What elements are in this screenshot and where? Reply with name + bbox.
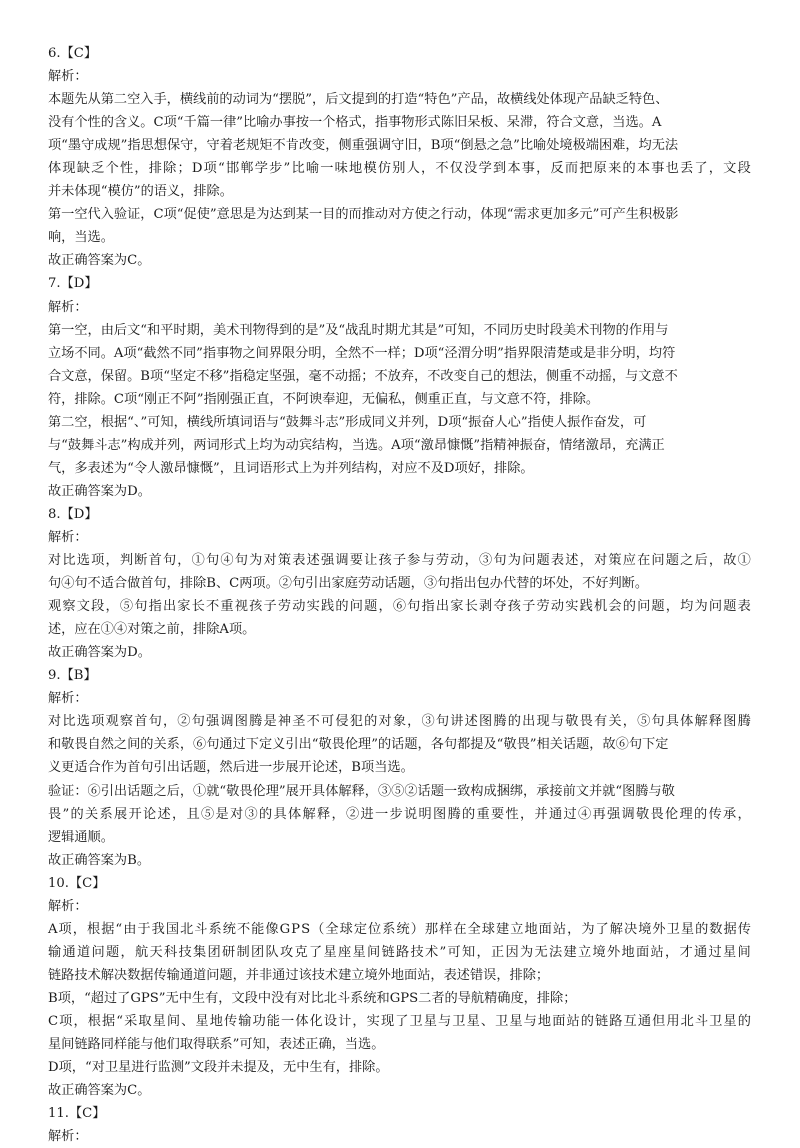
text-line: 输通道问题，航天科技集团研制团队攻克了星座星间链路技术”可知，正因为无法建立境外地面站，才通过星间: [48, 944, 752, 960]
text-line: 第一空，由后文“和平时期，美术刊物得到的是”及“战乱时期尤其是”可知，不同历史时段美术刊物的作用与: [48, 322, 669, 338]
text-line: 并未体现“模仿”的语义，排除。: [48, 184, 233, 200]
text-line: 故正确答案为D。: [48, 645, 151, 661]
text-line: 句④句不适合做首句，排除B、C两项。②句引出家庭劳动话题，③句指出包办代替的坏处，不好判断。: [48, 576, 649, 592]
text-line: 第二空，根据“、”可知，横线所填词语与“鼓舞斗志”形成同义并列，D项“振奋人心”指使人振作奋发，可: [48, 414, 647, 430]
text-line: 8.【D】: [48, 506, 98, 522]
text-line: 对比选项观察首句，②句强调图腾是神圣不可侵犯的对象，③句讲述图腾的出现与敬畏有关，⑤句具体解释图腾: [48, 714, 753, 730]
text-line: 和敬畏自然之间的关系，⑥句通过下定义引出“敬畏伦理”的话题，各句都提及“敬畏”相关话题，故⑥句下定: [48, 737, 669, 753]
text-line: 符，排除。C项“刚正不阿”指刚强正直，不阿谀奉迎，无偏私，侧重正直，与文意不符，排除。: [48, 391, 600, 407]
text-line: D项，“对卫星进行监测”文段并未提及，无中生有，排除。: [48, 1060, 389, 1076]
text-line: 11.【C】: [48, 1106, 106, 1122]
text-line: 气，多表述为“令人激昂慷慨”，且词语形式上为并列结构，对应不及D项好，排除。: [48, 460, 534, 476]
text-line: 故正确答案为C。: [48, 253, 151, 269]
text-line: 体现缺乏个性，排除；D项“邯郸学步”比喻一味地模仿别人，不仅没学到本事，反而把原来的本事也丢了，文段: [48, 161, 752, 177]
text-line: 观察文段，⑤句指出家长不重视孩子劳动实践的问题，⑥句指出家长剥夺孩子劳动实践机会的问题，均为问题表: [48, 599, 753, 615]
text-line: 第一空代入验证，C项“促使”意思是为达到某一目的而推动对方使之行动，体现“需求更加多元”可产生积极影: [48, 207, 679, 223]
text-line: 义更适合作为首句引出话题，然后进一步展开论述，B项当选。: [48, 760, 414, 776]
text-line: 畏”的关系展开论述，且⑤是对③的具体解释，②进一步说明图腾的重要性，并通过④再强调敬畏伦理的传承，: [48, 806, 752, 822]
text-line: 6.【C】: [48, 46, 98, 61]
text-line: 解析：: [48, 69, 88, 85]
text-line: 解析：: [48, 691, 88, 707]
text-line: 解析：: [48, 1129, 88, 1145]
text-line: 对比选项，判断首句，①句④句为对策表述强调要让孩子参与劳动，③句为问题表述，对策应在问题之后，故①: [48, 553, 753, 569]
text-line: 合文意，保留。B项“坚定不移”指稳定坚强，毫不动摇；不放弃，不改变自己的想法，侧重不动摇，与文意不: [48, 368, 678, 384]
text-line: A项，根据“由于我国北斗系统不能像GPS（全球定位系统）那样在全球建立地面站，为了解决境外卫星的数据传: [48, 921, 752, 937]
text-line: 星间链路同样能与他们取得联系”可知，表述正确，当选。: [48, 1037, 385, 1053]
text-line: 10.【C】: [48, 875, 106, 891]
text-line: 故正确答案为B。: [48, 852, 151, 868]
text-line: 9.【B】: [48, 668, 97, 684]
text-line: 项“墨守成规”指思想保守，守着老规矩不肯改变，侧重强调守旧，B项“倒悬之急”比喻处境极端困难，均无法: [48, 138, 679, 154]
text-line: 故正确答案为C。: [48, 1083, 151, 1099]
text-line: 解析：: [48, 898, 88, 914]
text-line: 述，应在①④对策之前，排除A项。: [48, 622, 256, 638]
text-line: 与“鼓舞斗志”构成并列，两词形式上均为动宾结构，当选。A项“激昂慷慨”指精神振奋，情绪激昂，充满正: [48, 437, 665, 453]
text-line: 响，当选。: [48, 230, 114, 246]
text-line: 逻辑通顺。: [48, 829, 114, 845]
text-line: 解析：: [48, 529, 88, 545]
text-line: 立场不同。A项“截然不同”指事物之间界限分明，全然不一样；D项“泾渭分明”指界限清楚或是非分明，均符: [48, 345, 676, 361]
text-line: 本题先从第二空入手，横线前的动词为“摆脱”，后文提到的打造“特色”产品，故横线处体现产品缺乏特色、: [48, 92, 669, 108]
text-line: 验证：⑥引出话题之后，①就“敬畏伦理”展开具体解释，③⑤②话题一致构成捆绑，承接前文并就“图腾与敬: [48, 783, 675, 799]
answer-explanations: [48, 42, 752, 1148]
text-line: 故正确答案为D。: [48, 483, 151, 499]
text-line: 没有个性的含义。C项“千篇一律”比喻办事按一个格式，指事物形式陈旧呆板、呆滞，符合文意，当选。A: [48, 115, 662, 131]
text-line: 7.【D】: [48, 276, 98, 292]
text-line: C项，根据“采取星间、星地传输功能一体化设计，实现了卫星与卫星、卫星与地面站的链路互通但用北斗卫星的: [48, 1013, 752, 1029]
text-line: 链路技术解决数据传输通道问题，并非通过该技术建立境外地面站，表述错误，排除；: [48, 967, 550, 983]
text-line: B项，“超过了GPS”无中生有，文段中没有对比北斗系统和GPS二者的导航精确度，排除；: [48, 990, 577, 1006]
text-line: 解析：: [48, 299, 88, 315]
